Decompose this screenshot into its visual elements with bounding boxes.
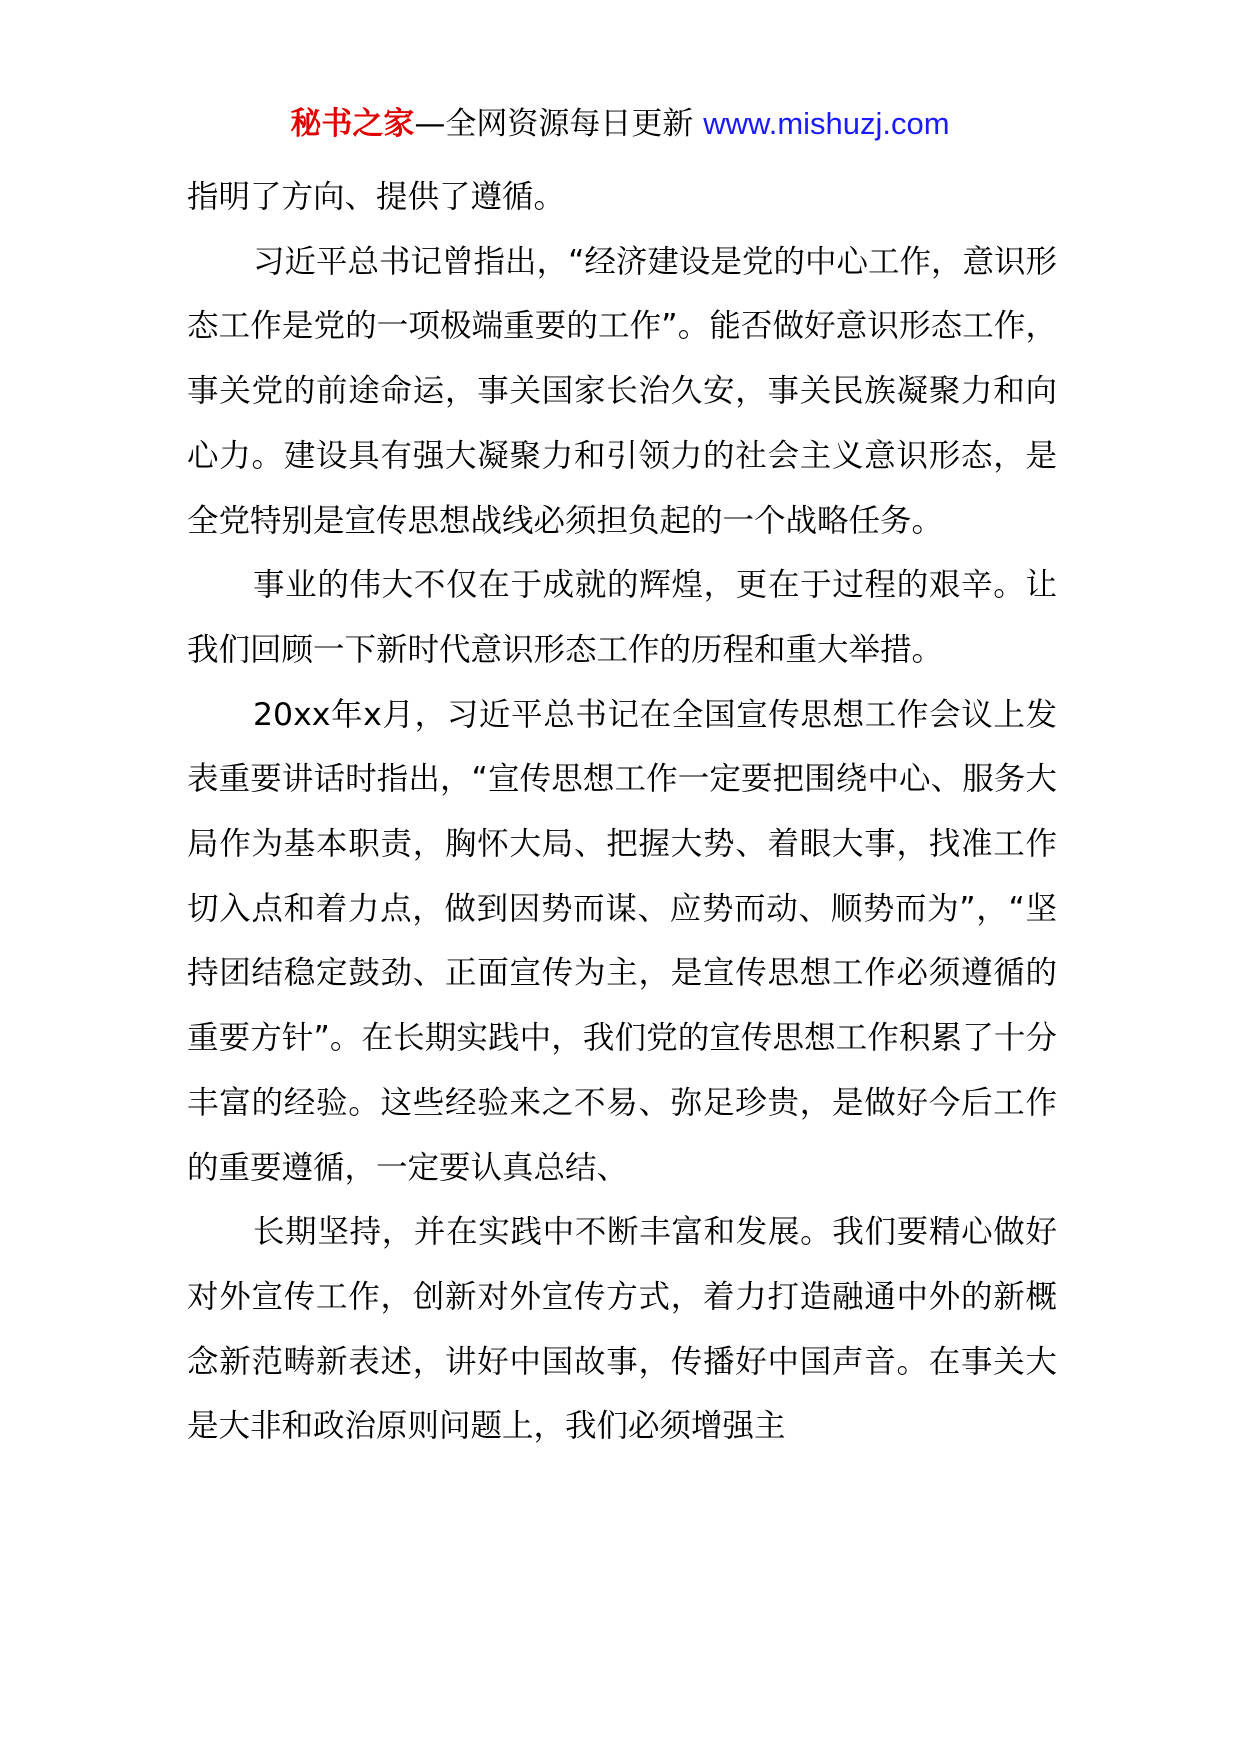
paragraph: 事业的伟大不仅在于成就的辉煌，更在于过程的艰辛。让我们回顾一下新时代意识形态工作的历程和重大举措。 (187, 567, 1057, 668)
site-url-link[interactable]: www.mishuzj.com (703, 106, 950, 141)
page-header (0, 100, 1240, 148)
header-tagline: —全网资源每日更新 (414, 106, 694, 142)
brand-name: 秘书之家 (290, 106, 415, 142)
paragraph: 习近平总书记曾指出，“经济建设是党的中心工作，意识形态工作是党的一项极端重要的工作”。能否做好意识形态工作，事关党的前途命运，事关国家长治久安，事关民族凝聚力和向心力。建设具有强大凝聚力和引领力的社会主义意识形态，是全党特别是宣传思想战线必须担负起的一个战略任务。 (187, 243, 1057, 539)
paragraph: 指明了方向、提供了遵循。 (187, 179, 566, 215)
paragraph: 长期坚持，并在实践中不断丰富和发展。我们要精心做好对外宣传工作，创新对外宣传方式，着力打造融通中外的新概念新范畴新表述，讲好中国故事，传播好中国声音。在事关大是大非和政治原则问题上，我们必须增强主 (187, 1214, 1057, 1445)
paragraph: 20xx年x月，习近平总书记在全国宣传思想工作会议上发表重要讲话时指出，“宣传思想工作一定要把围绕中心、服务大局作为基本职责，胸怀大局、把握大势、着眼大事，找准工作切入点和着力点，做到因势而谋、应势而动、顺势而为”，“坚持团结稳定鼓劲、正面宣传为主，是宣传思想工作必须遵循的重要方针”。在长期实践中，我们党的宣传思想工作积累了十分丰富的经验。这些经验来之不易、弥足珍贵，是做好今后工作的重要遵循，一定要认真总结、 (187, 696, 1057, 1186)
document-body (187, 165, 1057, 1459)
